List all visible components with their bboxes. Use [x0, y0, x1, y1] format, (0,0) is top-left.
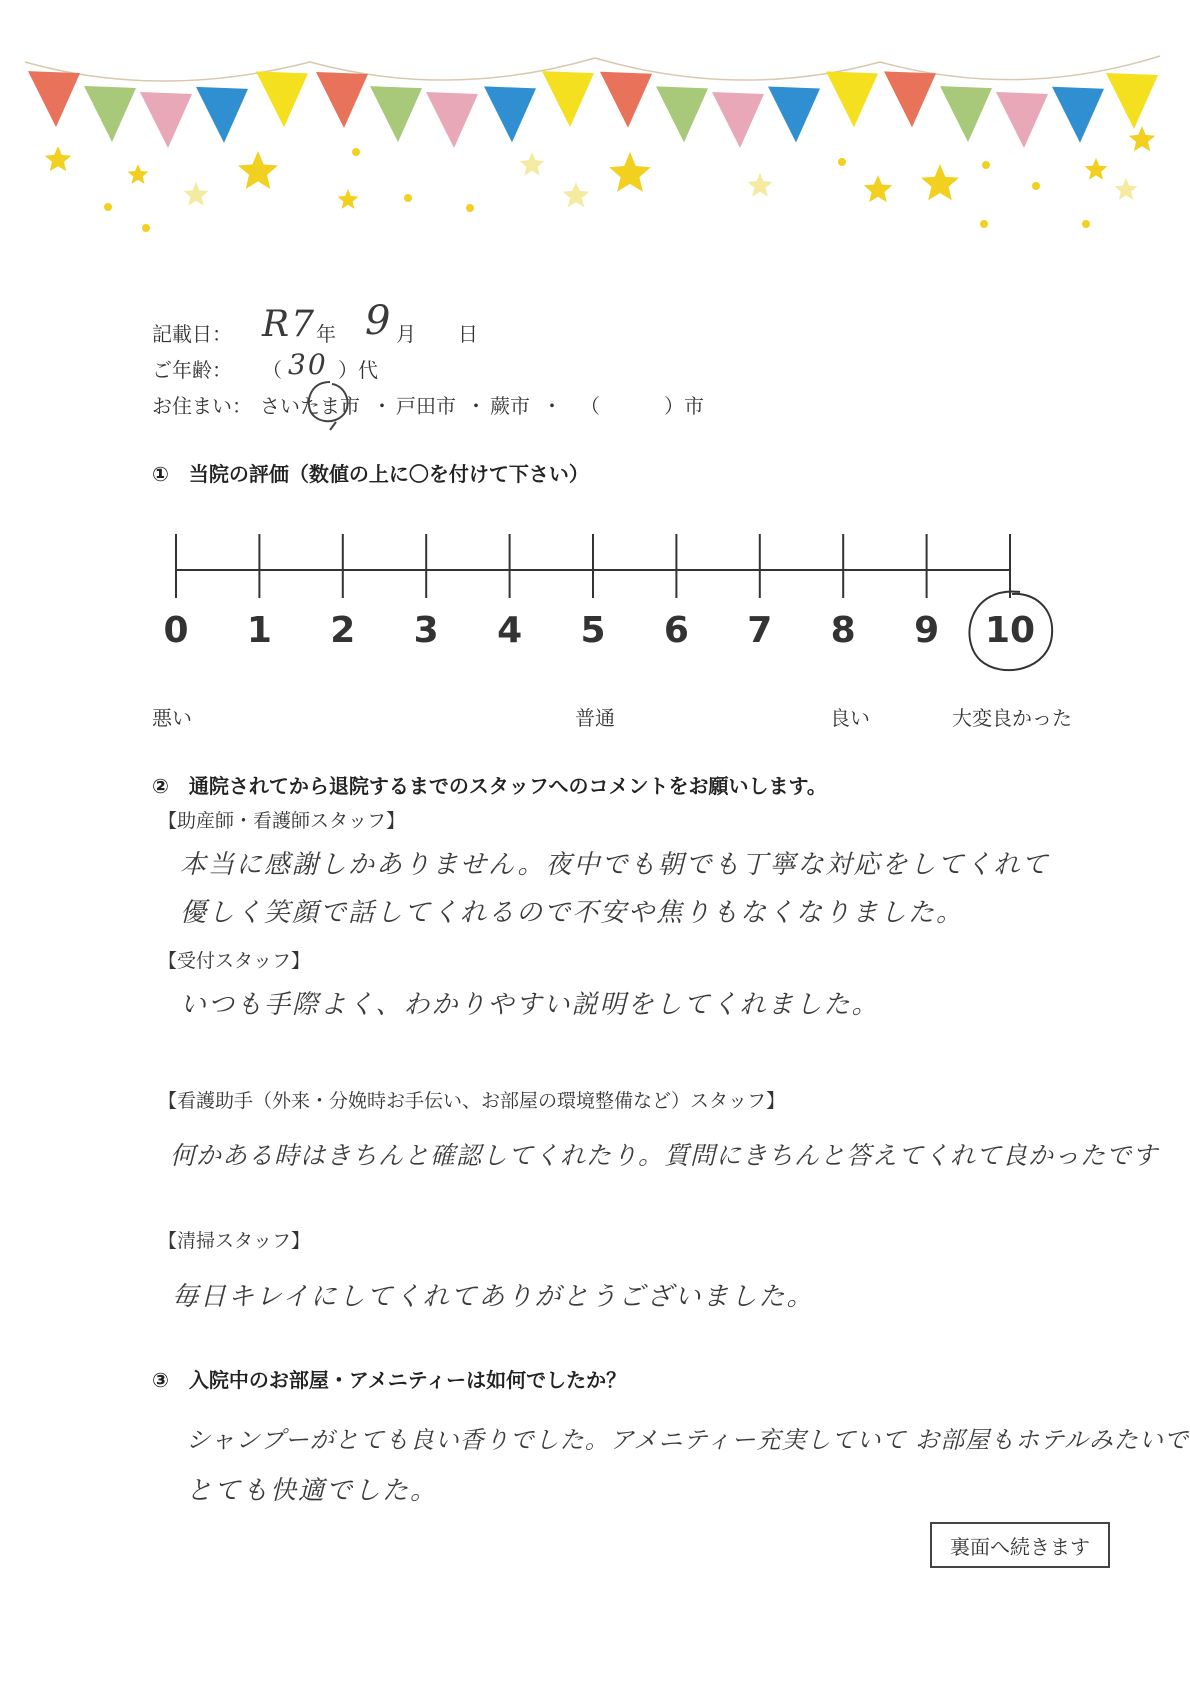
residence-selected-circle: [300, 376, 356, 432]
cleaning-comment: 毎日キレイにしてくれてありがとうございました。: [172, 1282, 815, 1312]
cleaning-staff-label: 【清掃スタッフ】: [158, 1230, 311, 1252]
residence-option-toda: 戸田市: [396, 394, 456, 418]
star-icon: [1085, 158, 1108, 180]
residence-option-warabi: 蕨市: [490, 394, 530, 418]
continue-on-back-box: 裏面へ続きます: [930, 1522, 1110, 1568]
bunting-flag: [1052, 87, 1104, 143]
bunting-flag: [84, 86, 136, 142]
residence-other-open: （: [580, 394, 600, 418]
scale-number-3: 3: [413, 610, 439, 651]
residence-option-saitama: さいたま市: [260, 394, 360, 418]
scale-label-good: 良い: [830, 706, 870, 730]
star-icon: [563, 182, 590, 207]
bunting-flag: [884, 71, 936, 127]
bunting-flag: [140, 92, 192, 148]
bullet-2: ・: [466, 394, 486, 418]
bunting-flag: [768, 87, 820, 143]
star-icon: [45, 146, 72, 171]
bunting-flag: [370, 86, 422, 142]
section3-comment-line2: とても快適でした。: [186, 1476, 439, 1506]
scale-number-7: 7: [747, 610, 773, 651]
year-label: 年: [316, 322, 336, 346]
scale-number-2: 2: [330, 610, 356, 651]
star-icon: [238, 151, 278, 189]
rating-scale: [0, 520, 1190, 680]
scale-label-bad: 悪い: [152, 706, 192, 730]
scale-number-1: 1: [246, 610, 272, 651]
section3-heading: ③ 入院中のお部屋・アメニティーは如何でしたか？: [152, 1368, 627, 1392]
section2-heading: ② 通院されてから退院するまでのスタッフへのコメントをお願いします。: [152, 774, 827, 798]
bunting-flag: [826, 71, 878, 127]
bunting-flag: [940, 86, 992, 142]
section3-comment-line1: シャンプーがとても良い香りでした。アメニティー充実していて お部屋もホテルみたいで: [186, 1426, 1189, 1454]
midwife-staff-label: 【助産師・看護師スタッフ】: [158, 810, 406, 832]
bunting-string: [25, 56, 1160, 81]
age-open-paren: （: [262, 358, 282, 382]
bullet-3: ・: [542, 394, 562, 418]
reception-staff-label: 【受付スタッフ】: [158, 950, 311, 972]
scale-number-8: 8: [830, 610, 856, 651]
residence-other-close: ）市: [664, 394, 704, 418]
scale-label-normal: 普通: [575, 706, 615, 730]
month-label: 月: [396, 322, 416, 346]
dot-icon: [104, 203, 112, 211]
bunting-decoration: [0, 0, 1190, 250]
star-icon: [338, 189, 359, 209]
bunting-flag: [542, 71, 594, 127]
scale-number-10: 10: [984, 610, 1036, 651]
dot-icon: [980, 220, 988, 228]
residence-label: お住まい：: [152, 394, 252, 418]
bunting-flag: [426, 92, 478, 148]
age-label: ご年齢：: [152, 358, 232, 382]
bunting-flag: [656, 86, 708, 142]
bunting-flag: [712, 92, 764, 148]
date-year-value: R7: [262, 304, 317, 345]
scale-number-4: 4: [497, 610, 523, 651]
midwife-comment-line1: 本当に感謝しかありません。夜中でも朝でも丁寧な対応をしてくれて: [180, 850, 1050, 880]
scale-label-very-good: 大変良かった: [952, 706, 1072, 730]
bunting-flag: [600, 72, 652, 128]
bullet-1: ・: [372, 394, 392, 418]
bunting-flag: [256, 71, 308, 127]
section1-heading: ① 当院の評価（数値の上に〇を付けて下さい）: [152, 462, 589, 486]
scale-number-0: 0: [163, 610, 189, 651]
star-icon: [921, 164, 959, 200]
bunting-flag: [28, 71, 80, 127]
dot-icon: [1032, 182, 1040, 190]
star-icon: [128, 164, 149, 184]
dot-icon: [352, 148, 360, 156]
bunting-flag: [196, 87, 248, 143]
star-icon: [1129, 126, 1156, 151]
bunting-flag: [996, 92, 1048, 148]
assistant-staff-label: 【看護助手（外来・分娩時お手伝い、お部屋の環境整備など）スタッフ】: [158, 1090, 786, 1112]
dot-icon: [1082, 220, 1090, 228]
star-icon: [609, 152, 651, 192]
date-label: 記載日：: [152, 322, 232, 346]
star-icon: [520, 152, 545, 176]
dot-icon: [466, 204, 474, 212]
midwife-comment-line2: 優しく笑顔で話してくれるので不安や焦りもなくなりました。: [180, 898, 965, 928]
date-month-value: 9: [365, 298, 393, 344]
dot-icon: [982, 161, 990, 169]
star-icon: [864, 175, 893, 202]
star-icon: [1115, 178, 1138, 200]
star-icon: [748, 173, 773, 197]
scale-number-5: 5: [580, 610, 606, 651]
age-close-paren: ）代: [338, 358, 378, 382]
dot-icon: [142, 224, 150, 232]
assistant-comment: 何かある時はきちんと確認してくれたり。質問にきちんと答えてくれて良かったです: [170, 1141, 1159, 1170]
star-icon: [184, 182, 209, 206]
reception-comment: いつも手際よく、わかりやすい説明をしてくれました。: [180, 990, 880, 1020]
scale-number-9: 9: [914, 610, 940, 651]
day-label: 日: [458, 322, 478, 346]
scale-number-6: 6: [663, 610, 689, 651]
bunting-flag: [484, 86, 536, 142]
bunting-flag: [1106, 73, 1158, 129]
dot-icon: [404, 194, 412, 202]
bunting-flag: [316, 72, 368, 128]
dot-icon: [838, 158, 846, 166]
age-value: 30: [288, 348, 328, 381]
